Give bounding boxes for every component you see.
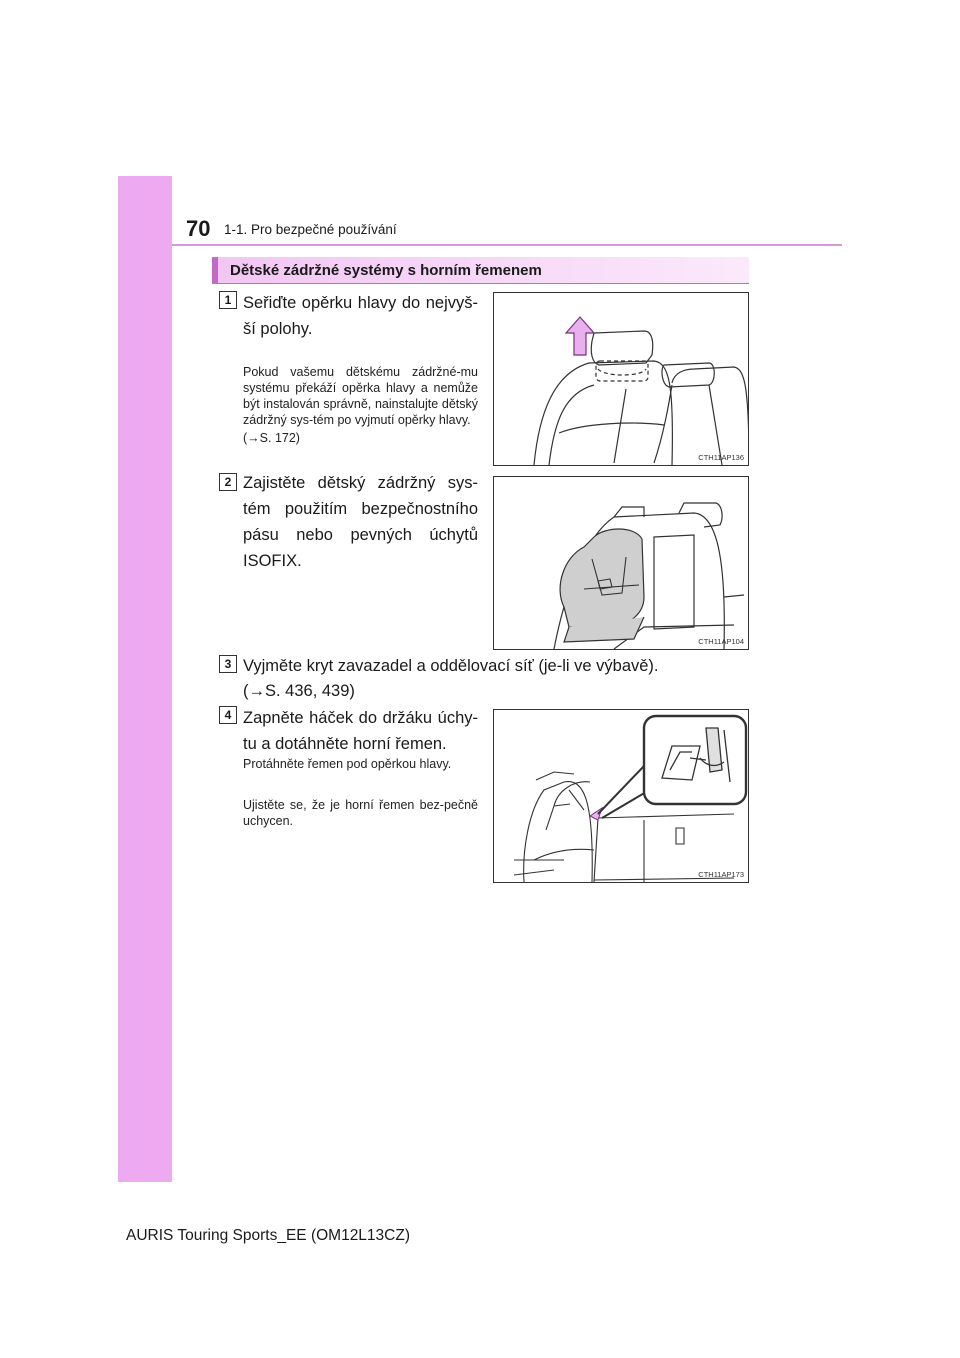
step-1-text: Seřiďte opěrku hlavy do nejvyš-ší polohy. [243, 294, 478, 338]
step-number-1: 1 [219, 291, 237, 309]
chapter-sidebar-tab [118, 176, 172, 1182]
child-seat-illustration [494, 477, 749, 650]
step-3-text: Vyjměte kryt zavazadel a oddělovací síť (je-li ve výbavě). [243, 657, 659, 675]
banner-divider [212, 283, 749, 284]
step-3-ref: (→S. 436, 439) [243, 682, 355, 700]
figure-code-4: CTH11AP173 [698, 870, 744, 879]
step-number-4: 4 [219, 706, 237, 724]
figure-child-seat [493, 476, 749, 650]
figure-tether-hook [493, 709, 749, 883]
step-number-3: 3 [219, 655, 237, 673]
headrest-up-arrow-icon [566, 317, 594, 355]
headrest-illustration [494, 293, 749, 466]
footer-model-code: AURIS Touring Sports_EE (OM12L13CZ) [126, 1227, 410, 1244]
step-number-2: 2 [219, 473, 237, 491]
section-banner [212, 257, 749, 283]
figure-headrest [493, 292, 749, 466]
figure-code-1: CTH11AP136 [698, 453, 744, 462]
step-1-note: Pokud vašemu dětskému zádržné-mu systému překáží opěrka hlavy a nemůže být instalován správně, nainstalujte dětský zádržný sys-tém po vyjmutí opěrky hlavy. [243, 365, 478, 427]
tether-hook-illustration [494, 710, 749, 883]
banner-title: Dětské zádržné systémy s horním řemenem [230, 262, 542, 279]
step-1-ref: (→S. 172) [243, 431, 300, 445]
step-4-note-2: Ujistěte se, že je horní řemen bez-pečně uchycen. [243, 798, 478, 828]
step-2-text: Zajistěte dětský zádržný sys-tém použitím bezpečnostního pásu nebo pevných úchytů ISOFIX. [243, 474, 478, 570]
step-4-note-1: Protáhněte řemen pod opěrkou hlavy. [243, 757, 452, 771]
figure-code-2: CTH11AP104 [698, 637, 744, 646]
step-4-text: Zapněte háček do držáku úchy-tu a dotáhněte horní řemen. [243, 709, 478, 753]
section-title: 1-1. Pro bezpečné používání [224, 222, 397, 237]
header-divider [172, 244, 842, 246]
page-number: 70 [186, 216, 211, 241]
